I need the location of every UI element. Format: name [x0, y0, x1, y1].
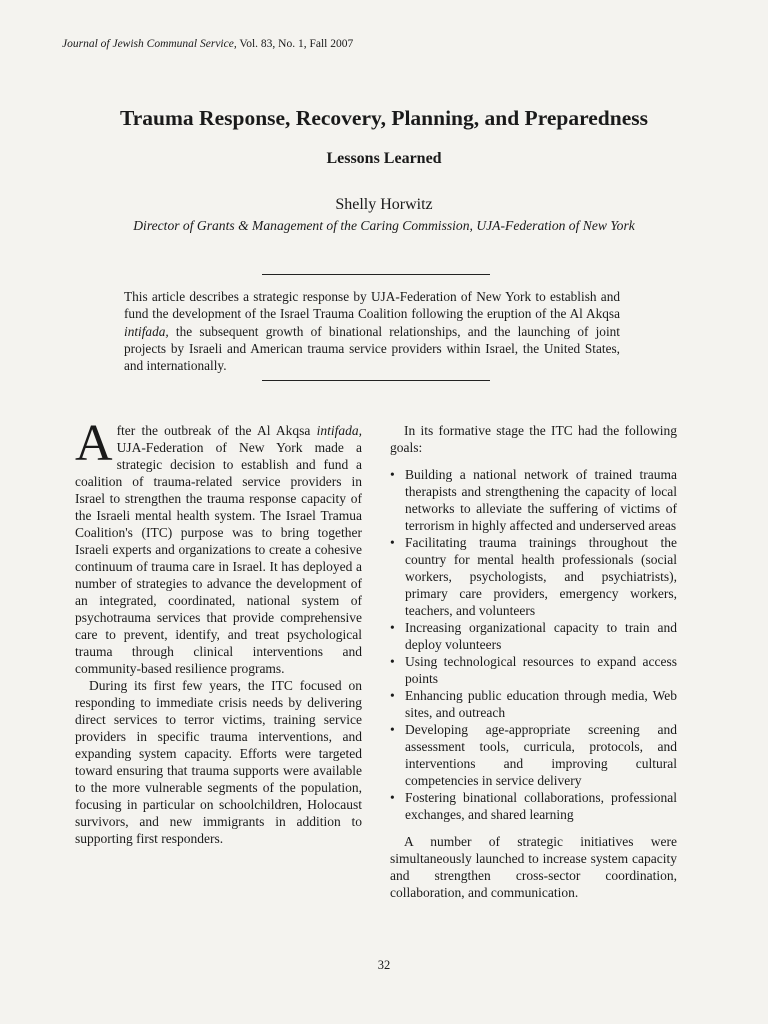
- goal-text: Enhancing public education through media, Web sites, and outreach: [405, 688, 677, 720]
- body-paragraph-2: During its first few years, the ITC focused on responding to immediate crisis needs by delivering direct services to terror victims, training service providers in specific trauma interventions, and expanding system capacity. Efforts were targeted toward ensuring that trauma supports were available to the more vulnerable segments of the population, focusing in particular on schoolchildren, Holocaust survivors, and new immigrants in addition to supporting first responders.: [75, 678, 362, 846]
- abstract-bottom-rule: [262, 380, 490, 381]
- bullet-icon: •: [390, 535, 395, 550]
- goal-item: [390, 619, 677, 653]
- goal-item: [390, 687, 677, 721]
- goal-item: [390, 789, 677, 823]
- goal-text: Building a national network of trained trauma therapists and strengthening the capacity of local networks to alleviate the suffering of victims of terrorism in highly affected and underserved areas: [405, 467, 677, 533]
- p1-intifada: intifada,: [316, 423, 362, 438]
- article-subtitle: Lessons Learned: [326, 150, 442, 167]
- article-title: Trauma Response, Recovery, Planning, and Preparedness: [120, 106, 648, 130]
- goal-item: [390, 466, 677, 534]
- journal-citation: [62, 38, 353, 50]
- author-name: Shelly Horwitz: [335, 196, 433, 213]
- journal-title: Journal of Jewish Communal Service,: [62, 38, 237, 50]
- abstract: [124, 288, 620, 374]
- bullet-icon: •: [390, 688, 395, 703]
- abstract-part-1: This article describes a strategic response by UJA-Federation of New York to establish and fund the development of the Israel Trauma Coalition following the eruption of the Al Akqsa: [124, 289, 620, 322]
- closing-paragraph: A number of strategic initiatives were simultaneously launched to increase system capacity and strengthen cross-sector coordination, collaboration, and communication.: [390, 834, 677, 900]
- goals-intro: In its formative stage the ITC had the following goals:: [390, 423, 677, 455]
- bullet-icon: •: [390, 467, 395, 482]
- body-right-column: [390, 422, 677, 901]
- body-paragraph-1: [75, 415, 362, 677]
- goal-text: Developing age-appropriate screening and assessment tools, curricula, protocols, and interventions and improving cultural competencies in service delivery: [405, 722, 677, 788]
- goal-text: Increasing organizational capacity to train and deploy volunteers: [405, 620, 677, 652]
- page-number: 32: [377, 958, 391, 972]
- bullet-icon: •: [390, 654, 395, 669]
- p1-start: fter the outbreak of the Al Akqsa: [116, 423, 317, 438]
- goal-text: Fostering binational collaborations, professional exchanges, and shared learning: [405, 790, 677, 822]
- abstract-part-2: the subsequent growth of binational relationships, and the launching of joint projects by Israeli and American trauma service providers within Israel, the United States, and internationally.: [124, 323, 620, 374]
- goal-item: [390, 653, 677, 687]
- goal-item: [390, 721, 677, 789]
- abstract-intifada: intifada,: [124, 323, 169, 339]
- body-left-column: [75, 415, 362, 847]
- author-affiliation: Director of Grants & Management of the Caring Commission, UJA-Federation of New York: [133, 218, 635, 233]
- goals-list: [390, 466, 677, 823]
- goal-text: Using technological resources to expand access points: [405, 654, 677, 686]
- bullet-icon: •: [390, 722, 395, 737]
- p1-rest: UJA-Federation of New York made a strategic decision to establish and fund a coalition of trauma-related service providers in Israel to strengthen the trauma response capacity of the Israeli mental health system. The Israel Tramua Coalition's (ITC) purpose was to bring together Israeli experts and organizations to create a cohesive continuum of trauma care in Israel. It has deployed a number of strategies to advance the development of an integrated, coordinated, national system of psychotrauma services that provide comprehensive care to prevent, identify, and treat psychological trauma through clinical interventions and community-based resilience programs.: [75, 440, 362, 676]
- drop-cap: A: [75, 415, 113, 472]
- goal-text: Facilitating trauma trainings throughout the country for mental health professionals (social workers, psychologists, and psychiatrists), primary care providers, emergency workers, teachers, and volunteers: [405, 535, 677, 618]
- journal-issue: Vol. 83, No. 1, Fall 2007: [236, 38, 354, 50]
- abstract-top-rule: [262, 274, 490, 275]
- bullet-icon: •: [390, 620, 395, 635]
- goal-item: [390, 534, 677, 619]
- bullet-icon: •: [390, 790, 395, 805]
